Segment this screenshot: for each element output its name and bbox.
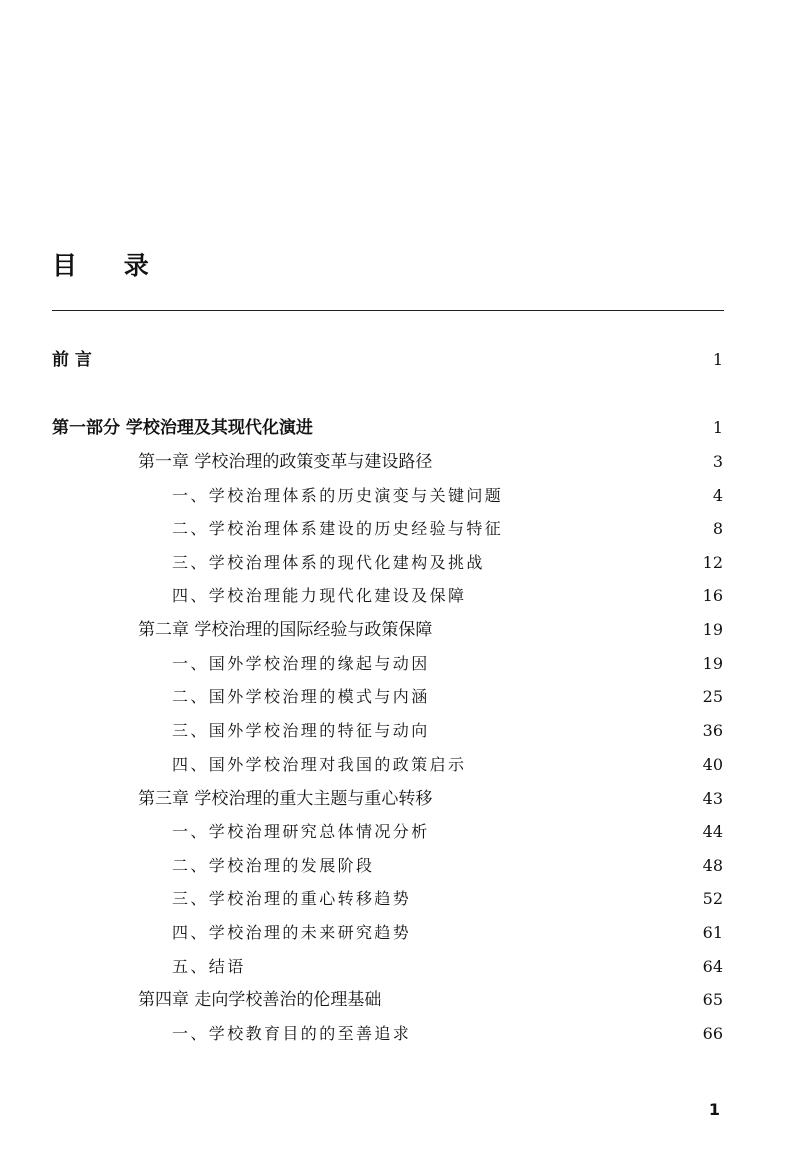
- toc-section-entry: [0, 918, 790, 948]
- page-folio: 1: [708, 1100, 720, 1119]
- toc-heading: 目 录: [52, 251, 168, 280]
- toc-entry-label: 第一部分 学校治理及其现代化演进: [52, 418, 313, 438]
- toc-section-entry: [0, 851, 790, 881]
- toc-entry-page: 8: [712, 519, 723, 538]
- toc-chapter-entry: [0, 615, 790, 645]
- toc-entry-label: 前 言: [52, 350, 92, 370]
- toc-entry-page: 48: [702, 856, 723, 875]
- toc-section-entry: [0, 1019, 790, 1049]
- toc-entry-label: 第四章 走向学校善治的伦理基础: [138, 990, 382, 1010]
- toc-section-entry: [0, 649, 790, 679]
- toc-entry-label: 二、学校治理体系建设的历史经验与特征: [172, 519, 504, 538]
- toc-chapter-entry: [0, 784, 790, 814]
- toc-entry-page: 1: [712, 418, 723, 437]
- toc-entry-label: 第一章 学校治理的政策变革与建设路径: [138, 452, 433, 472]
- toc-entry-label: 第三章 学校治理的重大主题与重心转移: [138, 789, 433, 809]
- toc-entry-page: 3: [712, 452, 723, 471]
- toc-entry-label: 一、学校治理研究总体情况分析: [172, 822, 430, 841]
- toc-entry-label: 二、学校治理的发展阶段: [172, 856, 375, 875]
- toc-entry-page: 61: [702, 923, 723, 942]
- toc-entry-page: 36: [702, 721, 723, 740]
- toc-section-entry: [0, 750, 790, 780]
- toc-entry-label: 四、学校治理的未来研究趋势: [172, 923, 412, 942]
- toc-section-entry: [0, 548, 790, 578]
- toc-entry-label: 四、学校治理能力现代化建设及保障: [172, 586, 467, 605]
- toc-entry-label: 一、学校治理体系的历史演变与关键问题: [172, 486, 504, 505]
- toc-entry-label: 三、学校治理的重心转移趋势: [172, 889, 412, 908]
- toc-entry-page: 19: [702, 654, 723, 673]
- toc-entry-label: 四、国外学校治理对我国的政策启示: [172, 755, 467, 774]
- toc-entry-page: 25: [702, 687, 723, 706]
- toc-chapter-entry: [0, 985, 790, 1015]
- toc-part-entry: [0, 345, 790, 375]
- toc-entry-page: 19: [702, 620, 723, 639]
- toc-entry-page: 66: [702, 1024, 723, 1043]
- toc-section-entry: [0, 817, 790, 847]
- toc-entry-page: 1: [712, 350, 723, 369]
- toc-entry-page: 16: [702, 586, 723, 605]
- toc-section-entry: [0, 514, 790, 544]
- toc-entry-page: 4: [712, 486, 723, 505]
- toc-entry-page: 65: [702, 990, 723, 1009]
- toc-section-entry: [0, 884, 790, 914]
- toc-entry-page: 52: [702, 889, 723, 908]
- toc-section-entry: [0, 682, 790, 712]
- toc-entry-page: 64: [702, 957, 723, 976]
- toc-entry-label: 二、国外学校治理的模式与内涵: [172, 687, 430, 706]
- toc-part-entry: [0, 413, 790, 443]
- toc-entry-page: 43: [702, 789, 723, 808]
- toc-section-entry: [0, 716, 790, 746]
- toc-entry-label: 第二章 学校治理的国际经验与政策保障: [138, 620, 433, 640]
- toc-entry-label: 五、结语: [172, 957, 246, 976]
- toc-section-entry: [0, 581, 790, 611]
- toc-entry-page: 12: [702, 553, 723, 572]
- toc-section-entry: [0, 481, 790, 511]
- toc-entry-label: 三、学校治理体系的现代化建构及挑战: [172, 553, 485, 572]
- toc-entry-page: 44: [702, 822, 723, 841]
- heading-divider: [52, 310, 724, 311]
- toc-section-entry: [0, 952, 790, 982]
- toc-entry-label: 一、学校教育目的的至善追求: [172, 1024, 412, 1043]
- toc-entry-label: 三、国外学校治理的特征与动向: [172, 721, 430, 740]
- toc-entry-label: 一、国外学校治理的缘起与动因: [172, 654, 430, 673]
- toc-entry-page: 40: [702, 755, 723, 774]
- toc-chapter-entry: [0, 447, 790, 477]
